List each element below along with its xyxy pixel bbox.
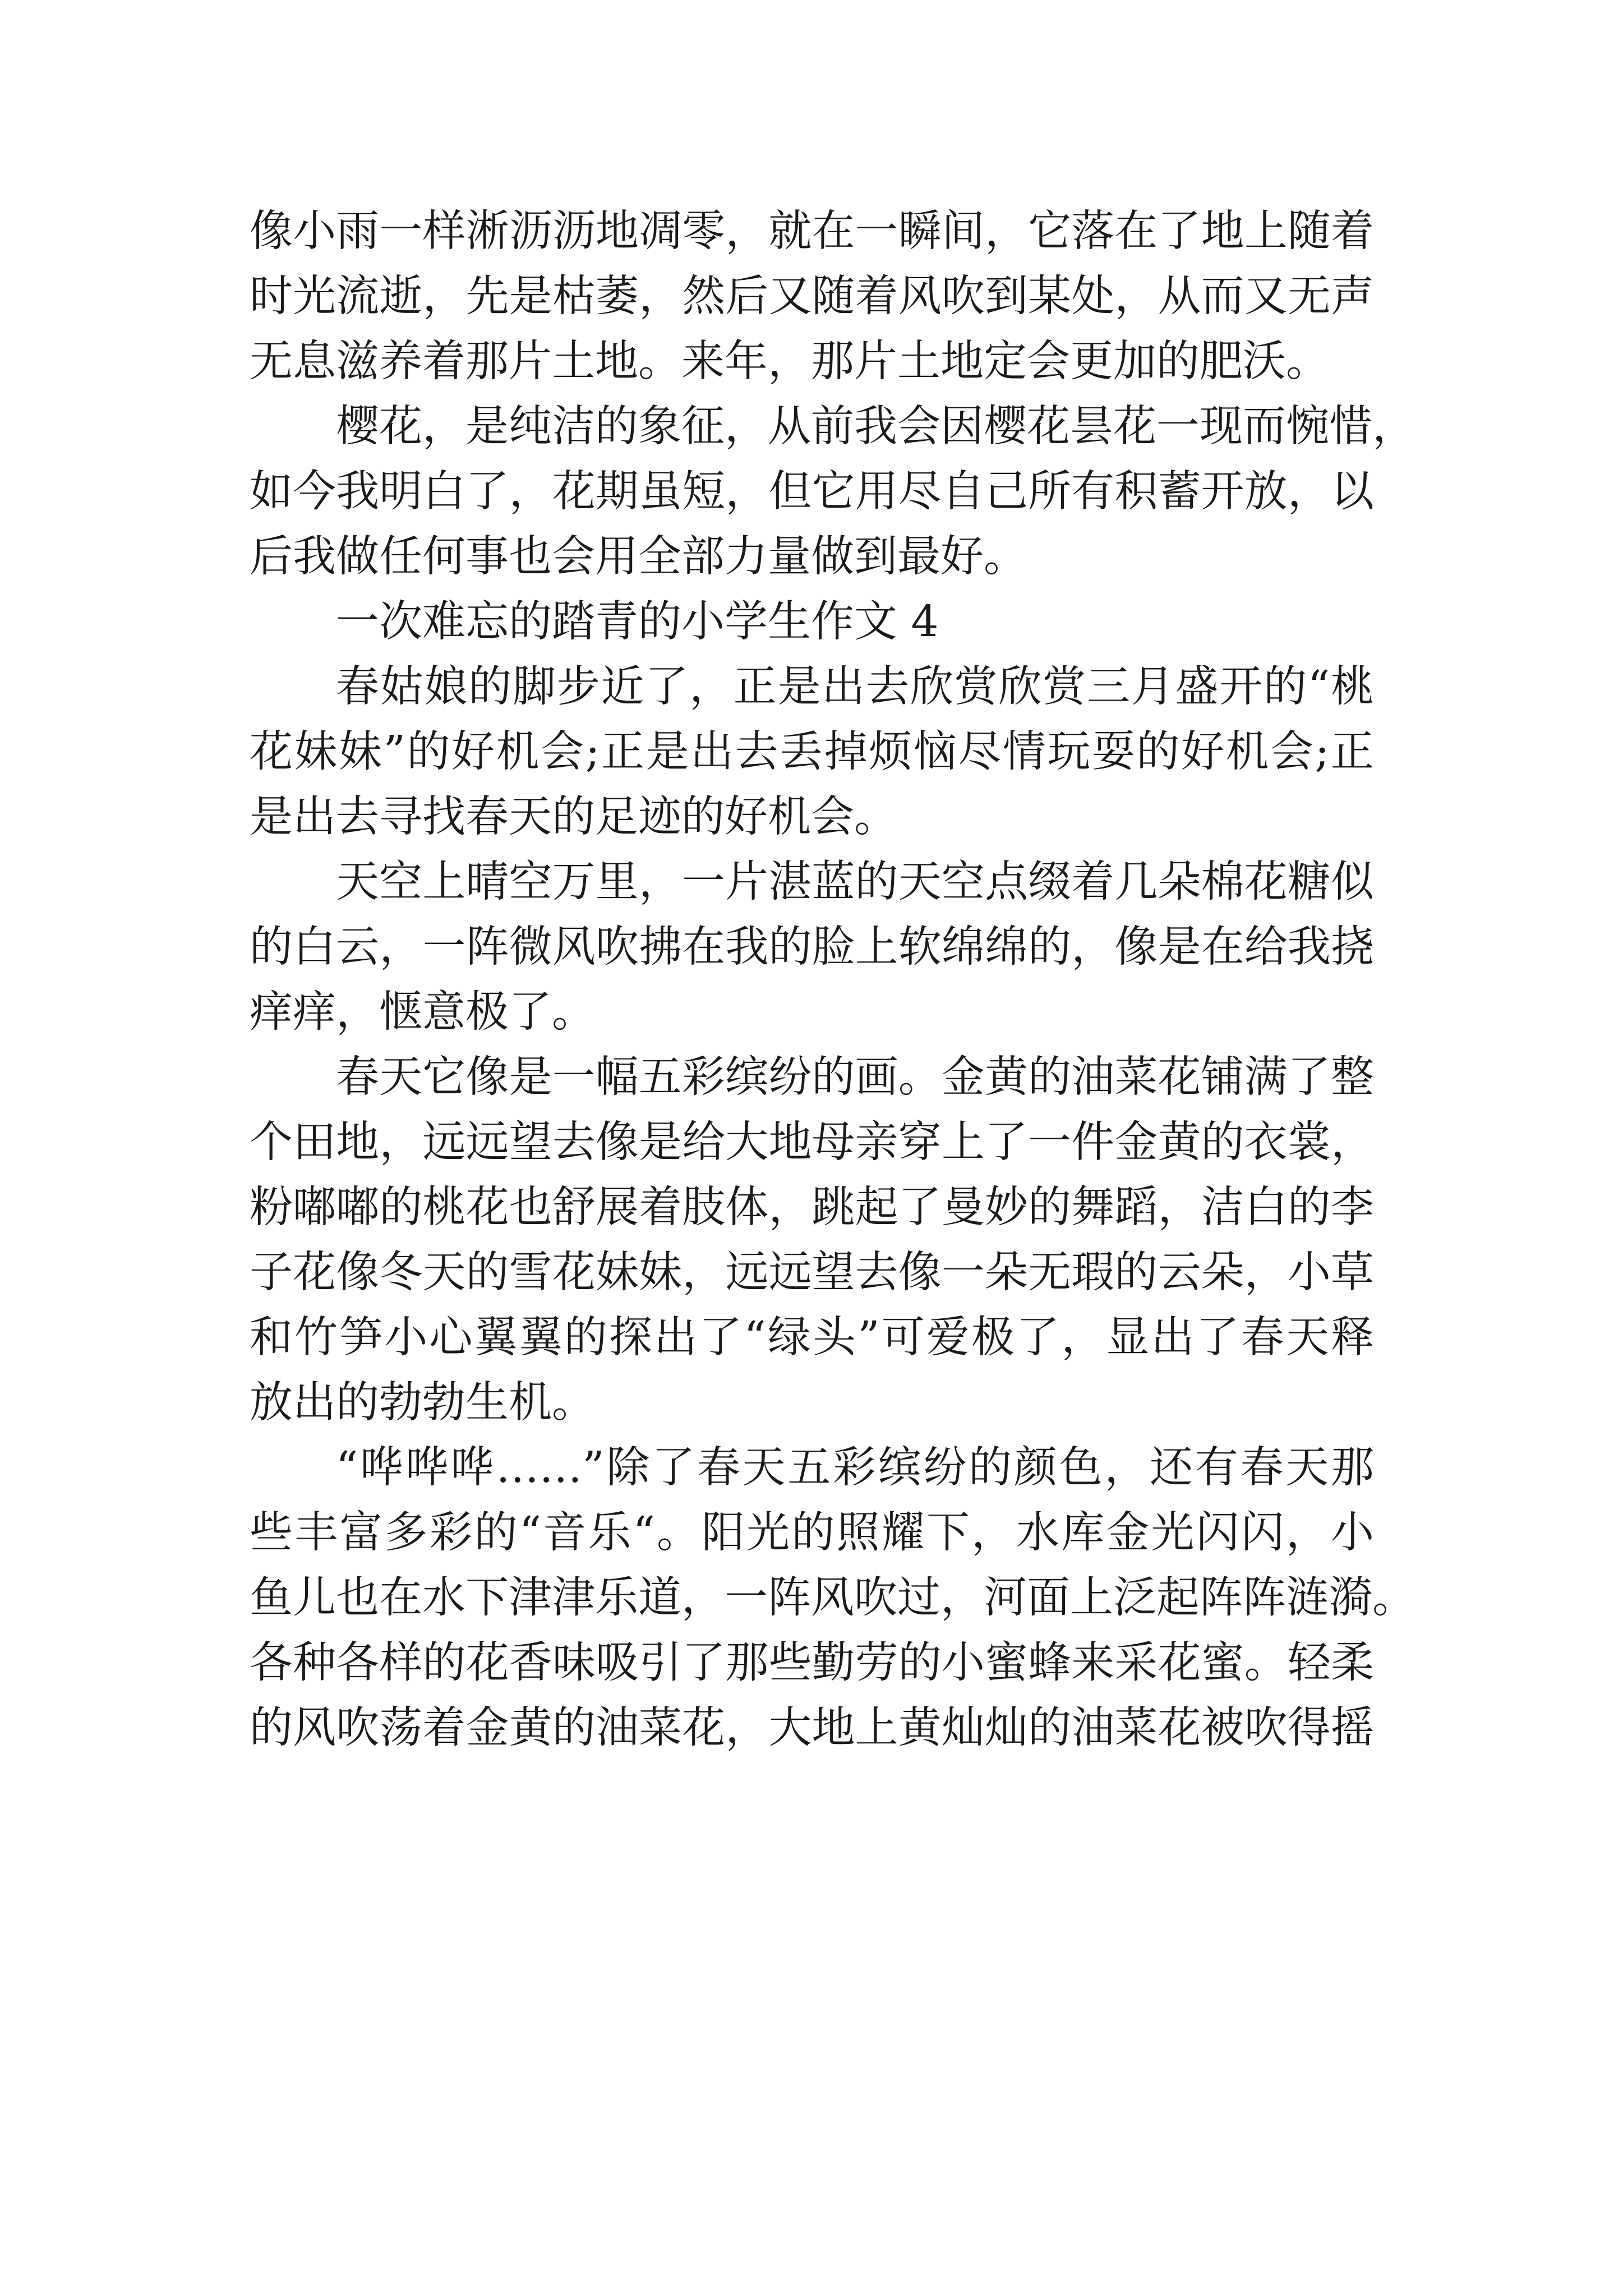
text-line: 粉嘟嘟的桃花也舒展着肢体，跳起了曼妙的舞蹈，洁白的李: [250, 1182, 1374, 1232]
text-line: 痒痒，惬意极了。: [250, 987, 595, 1037]
text-line: 的白云，一阵微风吹拂在我的脸上软绵绵的，像是在给我挠: [250, 922, 1374, 972]
section-heading: 一次难忘的踏青的小学生作文 4: [336, 597, 939, 647]
text-line: 是出去寻找春天的足迹的好机会。: [250, 792, 897, 842]
text-line: 的风吹荡着金黄的油菜花，大地上黄灿灿的油菜花被吹得摇: [250, 1703, 1374, 1753]
text-line: 无息滋养着那片土地。来年，那片土地定会更加的肥沃。: [250, 337, 1329, 386]
text-line: 各种各样的花香味吸引了那些勤劳的小蜜蜂来采花蜜。轻柔: [250, 1638, 1374, 1688]
text-line: 时光流逝，先是枯萎，然后又随着风吹到某处，从而又无声: [250, 272, 1374, 321]
text-line: 像小雨一样淅沥沥地凋零，就在一瞬间，它落在了地上随着: [250, 206, 1374, 256]
text-line: 鱼儿也在水下津津乐道，一阵风吹过，河面上泛起阵阵涟漪。: [250, 1573, 1415, 1623]
paragraph-first-line: 天空上晴空万里，一片湛蓝的天空点缀着几朵棉花糖似: [336, 857, 1374, 907]
text-line: 后我做任何事也会用全部力量做到最好。: [250, 532, 1027, 582]
paragraph-first-line: “哗哗哗……”除了春天五彩缤纷的颜色，还有春天那: [336, 1443, 1374, 1493]
paragraph-first-line: 樱花，是纯洁的象征，从前我会因樱花昙花一现而惋惜，: [336, 402, 1415, 452]
text-line: 个田地，远远望去像是给大地母亲穿上了一件金黄的衣裳，: [250, 1117, 1374, 1167]
paragraph-first-line: 春姑娘的脚步近了，正是出去欣赏欣赏三月盛开的“桃: [336, 662, 1374, 712]
text-line: 花妹妹”的好机会;正是出去丢掉烦恼尽情玩耍的好机会;正: [250, 727, 1374, 777]
text-line: 些丰富多彩的“音乐“。阳光的照耀下，水库金光闪闪，小: [250, 1508, 1374, 1558]
text-line: 放出的勃勃生机。: [250, 1378, 595, 1428]
paragraph-first-line: 春天它像是一幅五彩缤纷的画。金黄的油菜花铺满了整: [336, 1052, 1374, 1102]
text-line: 如今我明白了，花期虽短，但它用尽自己所有积蓄开放，以: [250, 467, 1374, 517]
document-body: [250, 199, 1415, 1761]
text-line: 和竹笋小心翼翼的探出了“绿头”可爱极了，显出了春天释: [250, 1313, 1374, 1363]
text-line: 子花像冬天的雪花妹妹，远远望去像一朵无瑕的云朵，小草: [250, 1248, 1374, 1297]
